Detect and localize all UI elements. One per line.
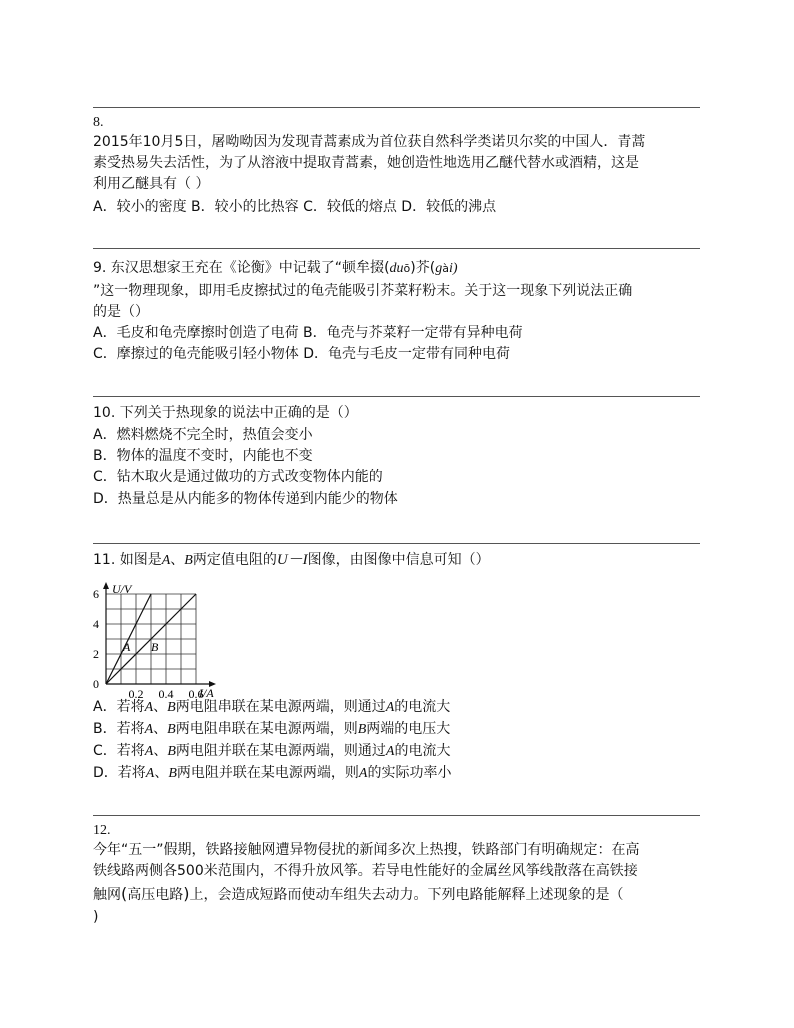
- q12-stem-line-2: 铁线路两侧各500米范围内，不得升放风筝。若导电性能好的金属丝风筝线散落在高铁接: [93, 863, 638, 879]
- y-tick-label: 0: [93, 677, 99, 691]
- q9-pinyin-du: (duō): [384, 260, 416, 276]
- series-label-A: A: [123, 640, 131, 654]
- q9-stem-line-1: [93, 258, 458, 279]
- divider-q12: [93, 815, 700, 816]
- ui-graph: [88, 570, 238, 698]
- q10-option-b: B．物体的温度不变时，内能也不变: [93, 448, 313, 464]
- x-tick-label: 0.4: [158, 687, 174, 698]
- q11-option-a: A．若将A、B两电阻串联在某电源两端，则通过A的电流大: [93, 699, 451, 715]
- q8-stem-line-1: 2015年10月5日，屠呦呦因为发现青蒿素成为首位获自然科学类诺贝尔奖的中国人．青蒿: [93, 134, 646, 150]
- x-tick-label: 0.2: [128, 687, 144, 698]
- q9-stem-mid: 芥: [415, 260, 430, 276]
- y-tick-label: 2: [93, 647, 99, 661]
- q10-option-a: A．燃料燃烧不完全时，热值会变小: [93, 427, 313, 443]
- divider-q10: [93, 396, 700, 397]
- q12-stem-line-4: ): [93, 909, 99, 925]
- y-tick-label: 6: [93, 587, 99, 601]
- q12-stem-line-3: 触网(高压电路)上，会造成短路而使动车组失去动力。下列电路能解释上述现象的是（: [93, 884, 624, 903]
- q12-bracket-text: 高压电路: [127, 887, 184, 903]
- q9-pinyin-gai: (gài): [429, 260, 458, 276]
- q9-options-ab: A．毛皮和龟壳摩擦时创造了电荷 B．龟壳与芥菜籽一定带有异种电荷: [93, 325, 523, 341]
- q10-stem: 10. 下列关于热现象的说法中正确的是（）: [93, 405, 358, 421]
- q8-stem-line-2: 素受热易失去活性，为了从溶液中提取青蒿素，她创造性地选用乙醚代替水或酒精，这是: [93, 155, 639, 171]
- x-axis-label: I/A: [199, 686, 214, 698]
- q9-stem-line-3: 的是（）: [93, 304, 149, 320]
- q11-ui-symbol: U－I: [276, 552, 308, 568]
- q8-stem-line-3: 利用乙醚具有（ ）: [93, 176, 210, 192]
- divider-q9: [93, 248, 700, 249]
- q9-stem-line-2: ”这一物理现象，即用毛皮擦拭过的龟壳能吸引芥菜籽粉末。关于这一现象下列说法正确: [93, 283, 633, 299]
- q10-option-d: D．热量总是从内能多的物体传递到内能少的物体: [93, 491, 398, 507]
- chart-root: [93, 582, 216, 698]
- y-axis-label: U/V: [112, 582, 132, 596]
- q11-option-b: B．若将A、B两电阻串联在某电源两端，则B两端的电压大: [93, 721, 451, 737]
- y-axis-arrow: [103, 582, 109, 589]
- q12-number: 12.: [93, 823, 111, 838]
- divider-q11: [93, 543, 700, 544]
- q9-options-cd: C．摩擦过的龟壳能吸引轻小物体 D．龟壳与毛皮一定带有同种电荷: [93, 346, 511, 362]
- q8-options: A．较小的密度 B．较小的比热容 C．较低的熔点 D．较低的沸点: [93, 199, 497, 215]
- x-tick-label: 0.6: [188, 687, 204, 698]
- y-tick-label: 4: [93, 617, 99, 631]
- q11-option-d: D．若将A、B两电阻并联在某电源两端，则A的实际功率小: [93, 765, 452, 781]
- q12-stem-line-1: 今年“五一”假期，铁路接触网遭异物侵扰的新闻多次上热搜，铁路部门有明确规定：在高: [93, 842, 640, 858]
- series-label-B: B: [151, 640, 159, 654]
- q11-option-c: C．若将A、B两电阻并联在某电源两端，则通过A的电流大: [93, 743, 451, 759]
- q10-option-c: C．钻木取火是通过做功的方式改变物体内能的: [93, 469, 383, 485]
- divider-q8: [93, 107, 700, 108]
- q8-number: 8.: [93, 115, 104, 130]
- q9-stem-prefix: 9. 东汉思想家王充在《论衡》中记载了“顿牟掇: [93, 260, 385, 276]
- q11-stem: 11. 如图是A、B两定值电阻的U－I图像，由图像中信息可知（）: [93, 552, 490, 568]
